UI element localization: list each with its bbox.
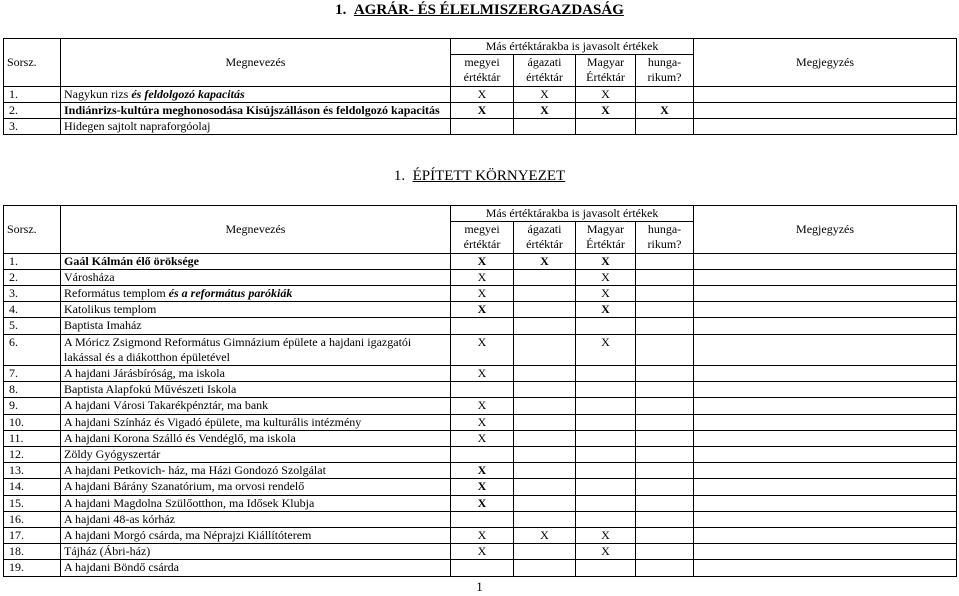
cell-agazati [514,560,576,576]
cell-agazati [514,447,576,463]
row-number: 19. [4,560,61,576]
cell-megjegyzes [694,479,957,495]
cell-agazati [514,544,576,560]
table-row [4,528,957,544]
cell-megjegyzes [694,318,957,334]
row-name: Hidegen sajtolt napraforgóolaj [61,119,451,135]
cell-megyei [451,447,514,463]
cell-magyar: X [576,528,636,544]
row-name: Református templom és a református parókiák [61,286,451,302]
row-number: 15. [4,495,61,511]
cell-magyar: X [576,302,636,318]
cell-megjegyzes [694,302,957,318]
table-row [4,102,957,118]
table-row [4,414,957,430]
table-row [4,495,957,511]
cell-magyar [576,414,636,430]
row-number: 3. [4,119,61,135]
header-magyar: Magyar Értéktár [576,55,636,86]
cell-agazati [514,430,576,446]
cell-hunga [636,366,694,382]
section-title: ÉPÍTETT KÖRNYEZET [412,168,566,184]
row-name: Gaál Kálmán élő öröksége [61,253,451,269]
row-number: 17. [4,528,61,544]
cell-hunga [636,495,694,511]
cell-megjegyzes [694,334,957,365]
cell-megjegyzes [694,528,957,544]
header-magyar: Magyar Értéktár [576,222,636,253]
cell-agazati [514,286,576,302]
page-number: 1 [476,579,483,594]
row-number: 7. [4,366,61,382]
cell-magyar: X [576,102,636,118]
cell-megyei: X [451,398,514,414]
cell-hunga [636,463,694,479]
cell-megyei [451,119,514,135]
row-number: 4. [4,302,61,318]
table-row [4,447,957,463]
cell-megjegyzes [694,463,957,479]
row-name: Tájház (Ábri-ház) [61,544,451,560]
table-row [4,253,957,269]
cell-megjegyzes [694,86,957,102]
cell-agazati [514,318,576,334]
cell-agazati [514,366,576,382]
row-name: A hajdani Járásbíróság, ma iskola [61,366,451,382]
header-hunga: hunga-rikum? [636,55,694,86]
cell-magyar [576,495,636,511]
cell-megjegyzes [694,119,957,135]
cell-megyei: X [451,414,514,430]
table-row [4,286,957,302]
row-name: Zöldy Gyógyszertár [61,447,451,463]
table-row [4,544,957,560]
cell-megjegyzes [694,560,957,576]
table-row [4,511,957,527]
header-sorsz: Sorsz. [4,206,61,254]
row-name: A hajdani Korona Szálló és Vendéglő, ma iskola [61,430,451,446]
header-megyei: megyei értéktár [451,222,514,253]
cell-hunga [636,382,694,398]
header-group: Más értéktárakba is javasolt értékek [451,39,694,55]
cell-hunga [636,560,694,576]
row-number: 2. [4,102,61,118]
table-row [4,269,957,285]
cell-hunga [636,253,694,269]
row-name: A hajdani 48-as kórház [61,511,451,527]
table-row [4,382,957,398]
cell-megjegyzes [694,102,957,118]
cell-magyar: X [576,269,636,285]
cell-agazati: X [514,253,576,269]
header-megnevezes: Megnevezés [61,206,451,254]
section-number: 1. [335,2,347,18]
cell-hunga [636,479,694,495]
cell-magyar [576,511,636,527]
header-group: Más értéktárakba is javasolt értékek [451,206,694,222]
table-row [4,86,957,102]
cell-hunga: X [636,102,694,118]
table-row [4,334,957,365]
cell-agazati [514,302,576,318]
header-megjegyzes: Megjegyzés [694,39,957,87]
row-name: A hajdani Bárány Szanatórium, ma orvosi rendelő [61,479,451,495]
cell-hunga [636,544,694,560]
cell-agazati [514,495,576,511]
cell-magyar [576,560,636,576]
row-name: A hajdani Petkovich- ház, ma Házi Gondozó Szolgálat [61,463,451,479]
cell-megjegyzes [694,414,957,430]
cell-hunga [636,430,694,446]
cell-magyar: X [576,86,636,102]
cell-megjegyzes [694,447,957,463]
cell-megjegyzes [694,495,957,511]
table-row [4,560,957,576]
header-agazati: ágazati értéktár [514,55,576,86]
cell-megyei: X [451,430,514,446]
row-name: Baptista Alapfokú Művészeti Iskola [61,382,451,398]
row-number: 18. [4,544,61,560]
row-number: 12. [4,447,61,463]
cell-megjegyzes [694,382,957,398]
row-name: A hajdani Böndő csárda [61,560,451,576]
cell-megyei [451,560,514,576]
cell-megyei: X [451,544,514,560]
cell-megyei: X [451,366,514,382]
row-name: Indiánrizs-kultúra meghonosodása Kisújszálláson és feldolgozó kapacitás [61,102,451,118]
cell-megyei: X [451,334,514,365]
row-number: 9. [4,398,61,414]
cell-agazati [514,479,576,495]
cell-megjegyzes [694,430,957,446]
agrar-table [3,38,957,135]
cell-megyei: X [451,102,514,118]
epitett-table [3,205,957,577]
table-row [4,463,957,479]
row-name: Baptista Imaház [61,318,451,334]
row-name: A hajdani Színház és Vigadó épülete, ma kulturális intézmény [61,414,451,430]
table-row [4,119,957,135]
cell-megyei: X [451,463,514,479]
cell-magyar: X [576,286,636,302]
cell-agazati [514,463,576,479]
cell-megjegyzes [694,366,957,382]
row-name: A hajdani Magdolna Szülőotthon, ma Idősek Klubja [61,495,451,511]
row-number: 8. [4,382,61,398]
cell-megyei: X [451,479,514,495]
header-megjegyzes: Megjegyzés [694,206,957,254]
cell-agazati: X [514,102,576,118]
header-hunga: hunga-rikum? [636,222,694,253]
cell-agazati: X [514,528,576,544]
cell-agazati [514,269,576,285]
section-heading-epitett [0,168,959,184]
cell-hunga [636,334,694,365]
table-row [4,366,957,382]
cell-magyar [576,318,636,334]
row-name: Katolikus templom [61,302,451,318]
cell-magyar: X [576,544,636,560]
cell-magyar: X [576,253,636,269]
row-number: 13. [4,463,61,479]
cell-agazati [514,119,576,135]
cell-hunga [636,414,694,430]
row-number: 6. [4,334,61,365]
header-megyei: megyei értéktár [451,55,514,86]
cell-hunga [636,119,694,135]
cell-hunga [636,511,694,527]
cell-megjegyzes [694,511,957,527]
cell-megyei: X [451,269,514,285]
row-number: 16. [4,511,61,527]
cell-megjegyzes [694,253,957,269]
row-number: 3. [4,286,61,302]
cell-megyei [451,382,514,398]
row-name: A hajdani Városi Takarékpénztár, ma bank [61,398,451,414]
cell-hunga [636,302,694,318]
cell-hunga [636,286,694,302]
cell-agazati [514,398,576,414]
cell-agazati: X [514,86,576,102]
table-row [4,398,957,414]
table-row [4,479,957,495]
row-name: A hajdani Morgó csárda, ma Néprajzi Kiállítóterem [61,528,451,544]
cell-megyei [451,511,514,527]
cell-megjegyzes [694,398,957,414]
row-name: A Móricz Zsigmond Református Gimnázium épülete a hajdani igazgatói lakással és a diákotthon épületével [61,334,451,365]
cell-megjegyzes [694,544,957,560]
row-number: 2. [4,269,61,285]
row-number: 10. [4,414,61,430]
cell-agazati [514,511,576,527]
cell-megyei: X [451,286,514,302]
row-number: 1. [4,86,61,102]
section-number: 1. [393,168,406,184]
cell-megjegyzes [694,269,957,285]
cell-hunga [636,398,694,414]
cell-magyar [576,382,636,398]
table-row [4,430,957,446]
cell-megyei: X [451,302,514,318]
cell-megyei: X [451,528,514,544]
cell-magyar [576,430,636,446]
cell-hunga [636,318,694,334]
table-row [4,318,957,334]
row-number: 11. [4,430,61,446]
table-row [4,302,957,318]
header-agazati: ágazati értéktár [514,222,576,253]
row-number: 14. [4,479,61,495]
cell-magyar [576,119,636,135]
section-heading-agrar [0,2,959,18]
row-number: 5. [4,318,61,334]
cell-magyar [576,398,636,414]
cell-hunga [636,447,694,463]
header-megnevezes: Megnevezés [61,39,451,87]
cell-magyar: X [576,334,636,365]
cell-magyar [576,479,636,495]
row-name: Városháza [61,269,451,285]
row-name: Nagykun rizs és feldolgozó kapacitás [61,86,451,102]
cell-magyar [576,447,636,463]
cell-magyar [576,366,636,382]
cell-hunga [636,269,694,285]
cell-megjegyzes [694,286,957,302]
cell-megyei: X [451,86,514,102]
cell-agazati [514,334,576,365]
header-sorsz: Sorsz. [4,39,61,87]
cell-megyei [451,318,514,334]
cell-hunga [636,528,694,544]
cell-agazati [514,414,576,430]
cell-megyei: X [451,253,514,269]
cell-magyar [576,463,636,479]
cell-agazati [514,382,576,398]
cell-hunga [636,86,694,102]
section-title: AGRÁR- ÉS ÉLELMISZERGAZDASÁG [353,2,624,18]
cell-megyei: X [451,495,514,511]
row-number: 1. [4,253,61,269]
